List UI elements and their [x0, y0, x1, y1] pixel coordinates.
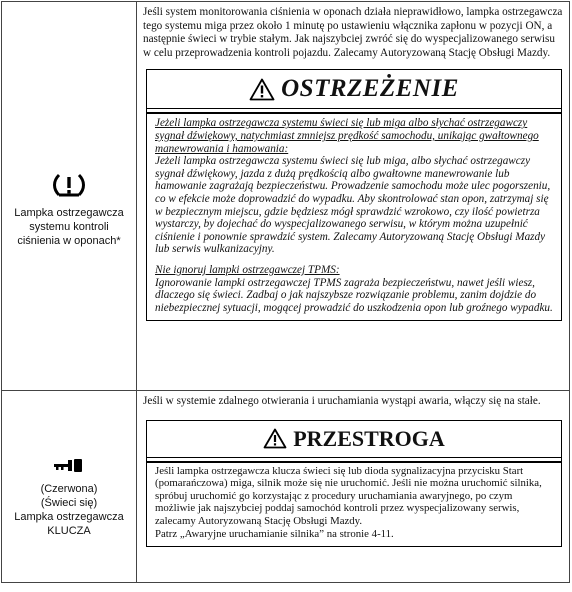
caution-text: Jeśli lampka ostrzegawcza klucza świeci się lub dioda sygnalizacyjna przycisku Start (pomarańczowa) miga, silnik może się nie uruchomić. Jeśli nie można uruchomić silnika, spróbuj uruchomić go korzystając z procedury uruchamiania awaryjnego, po czym możliwie jak najszybciej poddaj samochód kontroli przez wyspecjalizowany serwis, zalecamy Autoryzowaną Stację Obsługi Mazdy.: [155, 464, 542, 527]
caution-body: [147, 461, 561, 547]
key-intro-text: Jeśli w systemie zdalnego otwierania i uruchamiania wystąpi awaria, włączy się na stałe.: [143, 395, 541, 407]
key-content-cell: [137, 391, 570, 583]
table-row-tpms: [2, 2, 570, 391]
tire-pressure-warning-icon: [52, 172, 86, 198]
caution-header: [147, 421, 561, 458]
key-label-cell: [2, 391, 137, 583]
tpms-intro-text: Jeśli system monitorowania ciśnienia w oponach działa nieprawidłowo, lampka ostrzegawcza tego systemu miga przez około 1 minutę po ustawieniu włącznika zapłonu w pozycji ON, a następnie świeci w trybie stałym. Jak najszybciej zwróć się do wyspecjalizowanego serwisu w celu przeprowadzenia kontroli pojazdu. Zalecamy Autoryzowaną Stację Obsługi Mazdy.: [143, 6, 563, 59]
warning2-body: Ignorowanie lampki ostrzegawczej TPMS zagraża bezpieczeństwu, nawet jeśli wiesz, dlaczego się świeci. Zadbaj o jak najszybsze rozwiązanie problemu, zanim dojdzie do niebezpiecznej sytuacji, mogącej prowadzić do uszkodzenia opon lub groźnego wypadku.: [155, 276, 553, 314]
warning-header: [147, 70, 561, 109]
tpms-label-line2: systemu kontroli: [29, 221, 109, 233]
warning-box: [146, 69, 562, 321]
tpms-label-cell: [2, 2, 137, 391]
warning-triangle-icon: [249, 78, 275, 101]
key-label-line1: (Czerwona): [40, 482, 98, 495]
warning-body: [147, 112, 561, 320]
table-row-key: [2, 391, 570, 583]
tpms-content-cell: [137, 2, 570, 391]
key-label-line2: (Świeci się): [40, 496, 98, 509]
warning1-heading: Jeżeli lampka ostrzegawcza systemu świeci się lub miga albo słychać ostrzegawczy sygnał dźwiękowy, natychmiast zmniejsz prędkość samochodu, unikając gwałtownego manewrowania i hamowania:: [155, 117, 539, 155]
warning2-heading: Nie ignoruj lampki ostrzegawczej TPMS:: [155, 263, 340, 276]
caution-title: PRZESTROGA: [293, 425, 445, 451]
caution-triangle-icon: [263, 428, 287, 449]
caution-box: [146, 420, 562, 548]
key-label-line4: KLUCZA: [47, 524, 91, 537]
tpms-label-line3: ciśnienia w oponach*: [17, 235, 121, 247]
warning1-body: Jeżeli lampka ostrzegawcza systemu świeci się lub miga, albo słychać ostrzegawczy sygnał dźwiękowy, jazda z dużą prędkością albo gwałtowne manewrowanie lub hamowanie zagrażają bezpieczeństwu. Prowadzenie samochodu może ulec pogorszeniu, co w efekcie może doprowadzić do wypadku. Aby skontrolować stan opon, zatrzymaj się w bezpiecznym miejscu, gdzie będziesz mógł sprawdzić wzrokowo, czy ilość powietrza wystarczy, by dojechać do wyspecjalizowanego serwisu, w którym można uzupełnić ciśnienie i ponownie sprawdzić system. Zalecamy Autoryzowaną Stację Obsługi Mazdy lub serwis wulkanizacyjny.: [155, 155, 551, 256]
warning-title: OSTRZEŻENIE: [281, 75, 459, 103]
key-warning-icon: [52, 456, 86, 474]
key-label-line3: Lampka ostrzegawcza: [14, 510, 124, 523]
caution-reference: Patrz „Awaryjne uruchamianie silnika” na stronie 4-11.: [155, 527, 394, 540]
warning-lights-table: [1, 1, 570, 583]
tpms-label-line1: Lampka ostrzegawcza: [14, 207, 124, 219]
